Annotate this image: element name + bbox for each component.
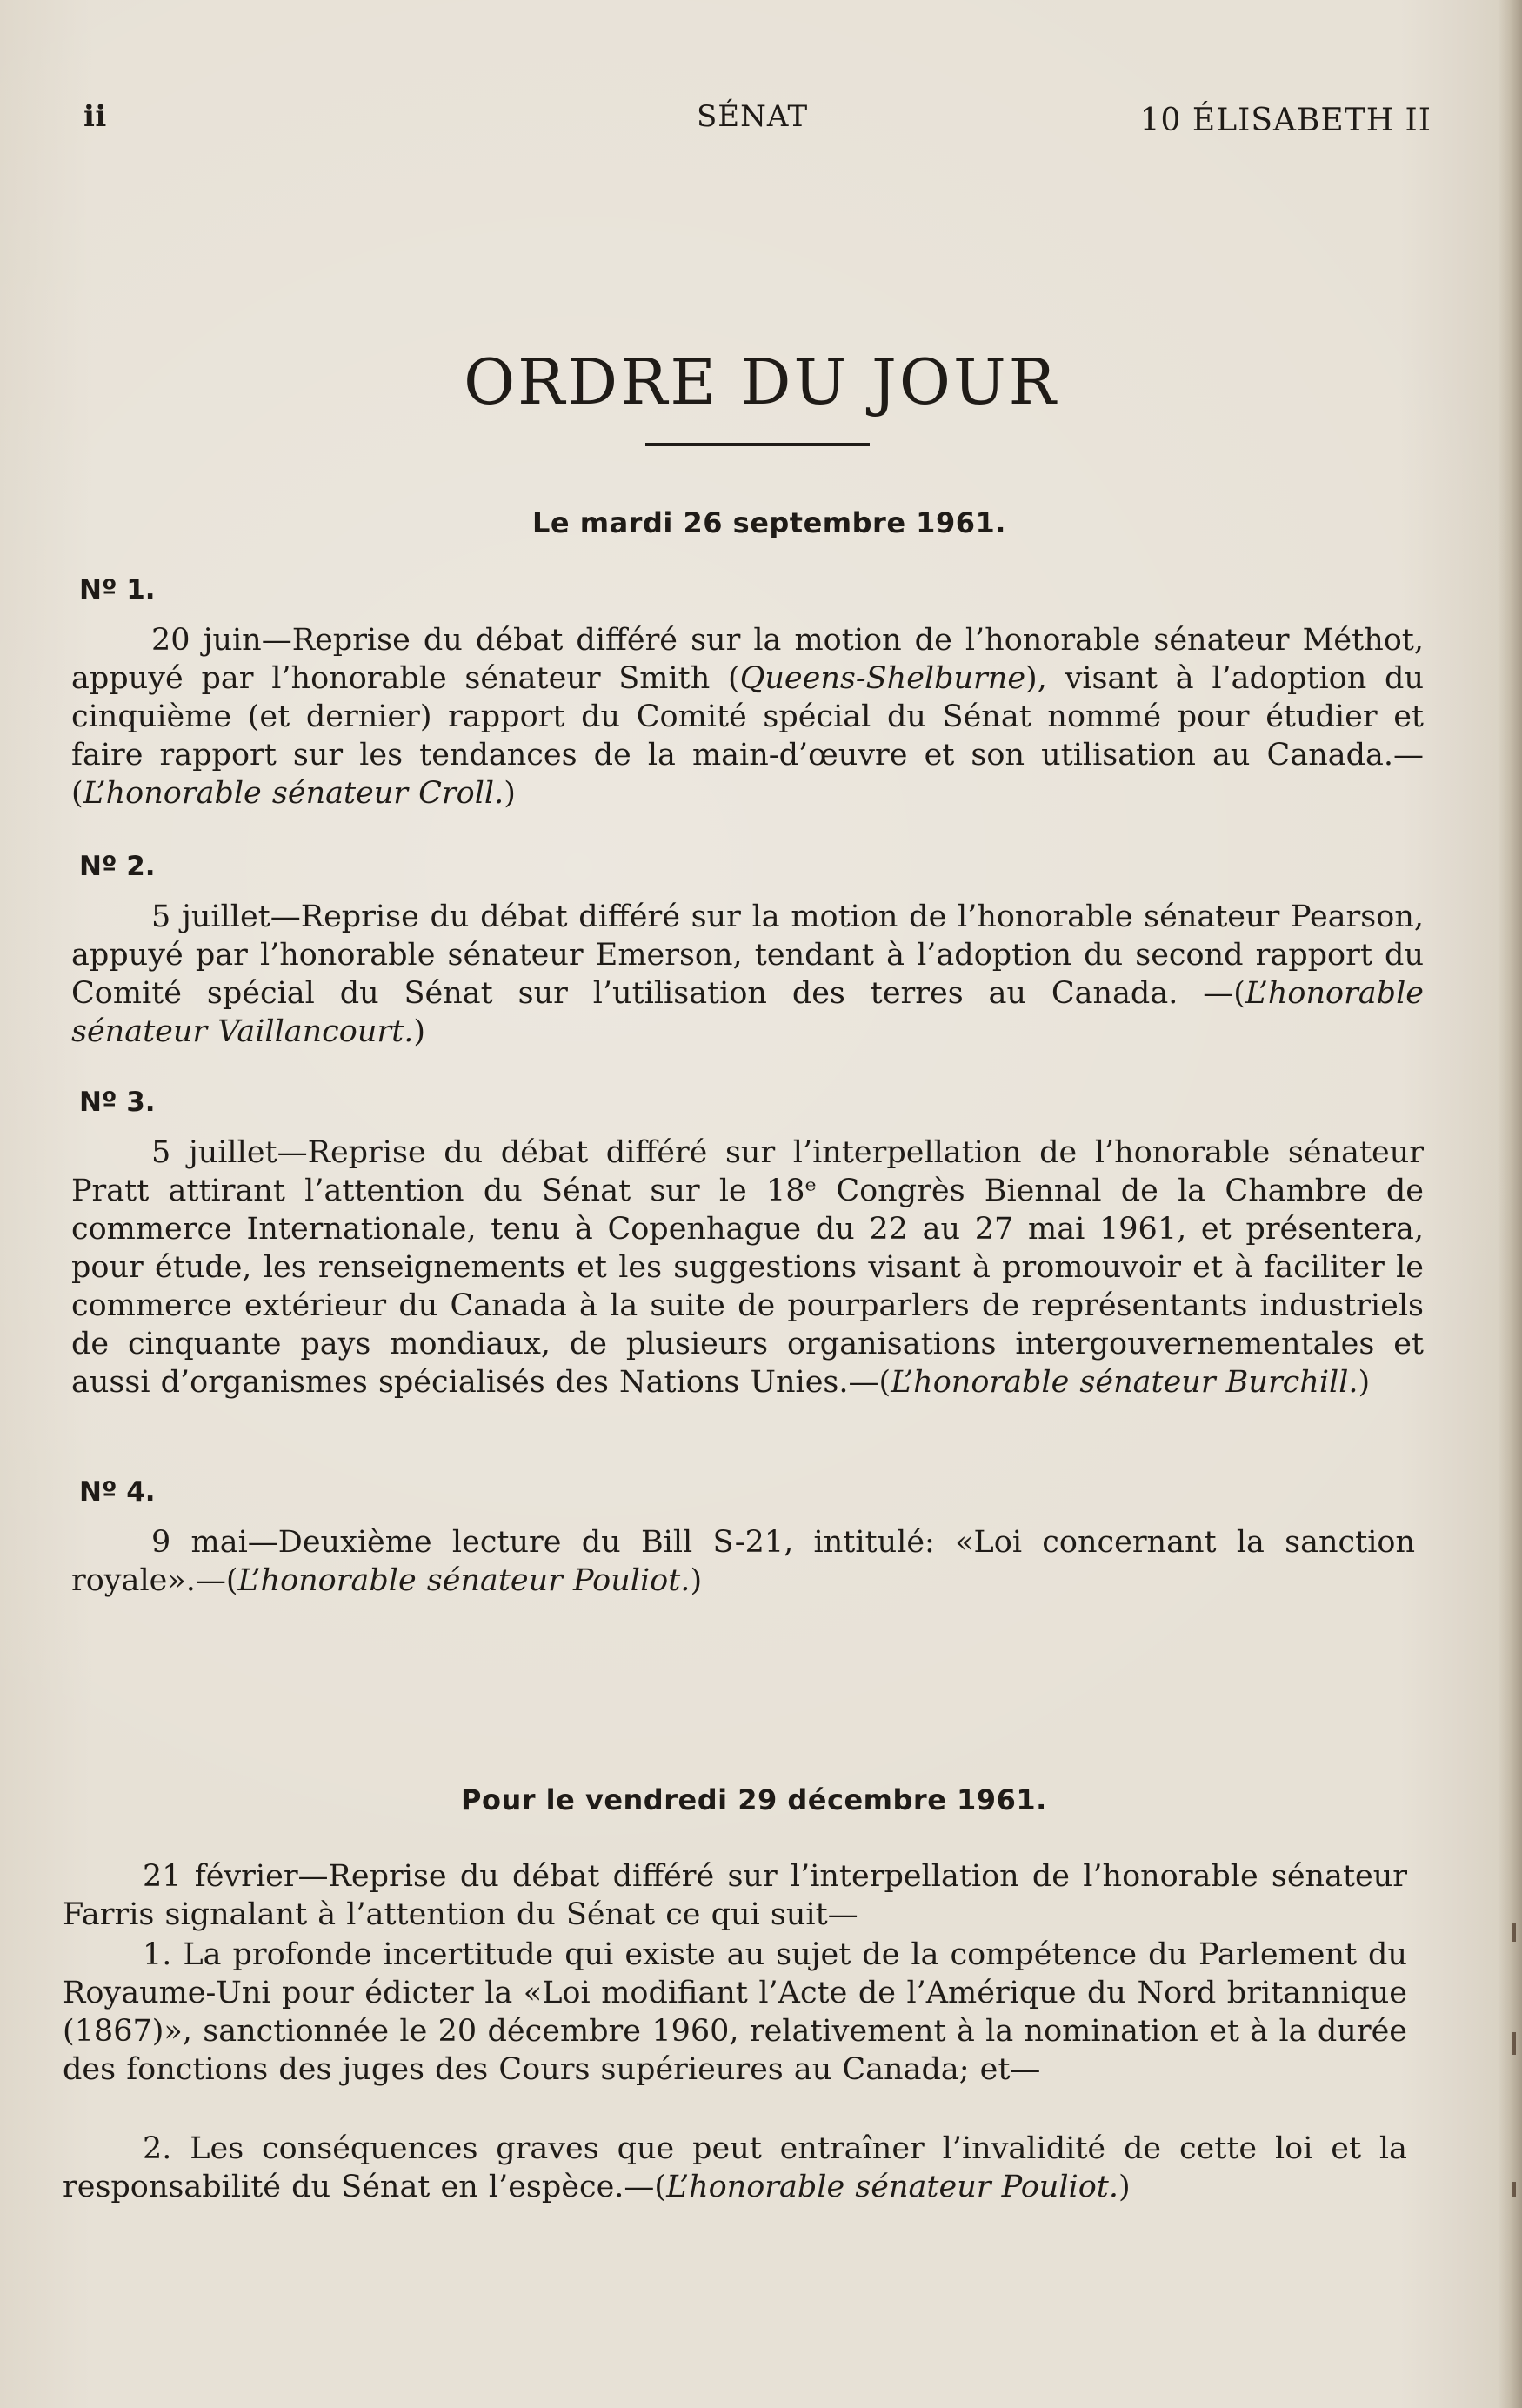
running-header <box>83 99 1432 137</box>
agenda-item-2-attribution: L’honorable sénateur Vaillancourt. <box>71 976 1424 1049</box>
interpellation-point-2-text: 2. Les conséquences graves que peut entraîner l’invalidité de cette loi et la responsabilité du Sénat en l’espèce.—( <box>63 2131 1407 2204</box>
agenda-item-1-text: 20 juin—Reprise du débat différé sur la motion de l’honorable sénateur Méthot, appuyé par l’honorable sénateur Smith ( <box>71 623 1424 696</box>
binding-mark <box>1512 2182 1516 2197</box>
agenda-item-2-text: 5 juillet—Reprise du débat différé sur la motion de l’honorable sénateur Pearson, appuyé par l’honorable sénateur Emerson, tendant à l’adoption du second rapport du Comité spécial du Sénat sur l’utilisation des terres au Canada. —( <box>71 900 1424 1011</box>
section-date-december: Pour le vendredi 29 décembre 1961. <box>461 1783 1047 1816</box>
interpellation-intro: 21 février—Reprise du débat différé sur l’interpellation de l’honorable sénateur Farris signalant à l’attention du Sénat ce qui suit— <box>63 1859 1407 1932</box>
agenda-item-1-closing: ) <box>504 776 516 811</box>
interpellation-point-1: 1. La profonde incertitude qui existe au sujet de la compétence du Parlement du Royaume-Uni pour édicter la «Loi modifiant l’Acte de l’Amérique du Nord britannique (1867)», sanctionnée le 20 décembre 1960, relativement à la nomination et à la durée des fonctions des juges des Cours supérieures au Canada; et— <box>63 1937 1407 2087</box>
agenda-item-2-closing: ) <box>413 1014 425 1049</box>
agenda-item-3-attribution: L’honorable sénateur Burchill. <box>891 1365 1358 1400</box>
interpellation-point-2 <box>63 2130 1407 2206</box>
page-number: ii <box>83 99 107 134</box>
agenda-item-1-attribution: L’honorable sénateur Croll. <box>83 776 504 811</box>
item-number-3: Nº 3. <box>79 1087 156 1118</box>
agenda-item-1-emphasis: Queens-Shelburne <box>739 661 1026 696</box>
agenda-item-3 <box>71 1134 1424 1401</box>
binding-mark <box>1512 1923 1516 1942</box>
title-rule <box>645 443 870 446</box>
agenda-item-4-text: 9 mai—Deuxième lecture du Bill S-21, intitulé: «Loi concernant la sanction royale».—( <box>71 1525 1415 1598</box>
page-title: ORDRE DU JOUR <box>464 345 1058 419</box>
agenda-item-4-closing: ) <box>690 1563 703 1598</box>
section-date-september: Le mardi 26 septembre 1961. <box>532 506 1006 539</box>
item-number-2: Nº 2. <box>79 851 156 882</box>
item-number-4: Nº 4. <box>79 1476 156 1508</box>
agenda-item-3-text: 5 juillet—Reprise du débat différé sur l’interpellation de l’honorable sénateur Pratt attirant l’attention du Sénat sur le 18ᵉ Congrès Biennal de la Chambre de commerce Internationale, tenu à Copenhague du 22 au 27 mai 1961, et présentera, pour étude, les renseignements et les suggestions visant à promouvoir et à faciliter le commerce extérieur du Canada à la suite de pourparlers de représentants industriels de cinquante pays mondiaux, de plusieurs organisations intergouvernementales et aussi d’organismes spécialisés des Nations Unies.—( <box>71 1135 1424 1400</box>
chamber-name: SÉNAT <box>697 99 809 134</box>
agenda-item-1 <box>71 621 1424 813</box>
agenda-item-4-attribution: L’honorable sénateur Pouliot. <box>237 1563 691 1598</box>
interpellation-point-2-attribution: L’honorable sénateur Pouliot. <box>666 2170 1118 2204</box>
agenda-item-3-closing: ) <box>1358 1365 1371 1400</box>
binding-mark <box>1512 2032 1516 2055</box>
agenda-item-4 <box>71 1523 1415 1600</box>
regnal-year: 10 ÉLISABETH II <box>1139 103 1432 138</box>
item-number-1: Nº 1. <box>79 574 156 605</box>
agenda-item-2 <box>71 898 1424 1051</box>
agenda-item-1-text-after: ), visant à l’adoption du cinquième (et dernier) rapport du Comité spécial du Sénat nommé pour étudier et faire rapport sur les tendances de la main-d’œuvre et son utilisation au Canada.—( <box>71 661 1424 811</box>
interpellation-point-2-closing: ) <box>1118 2170 1131 2204</box>
